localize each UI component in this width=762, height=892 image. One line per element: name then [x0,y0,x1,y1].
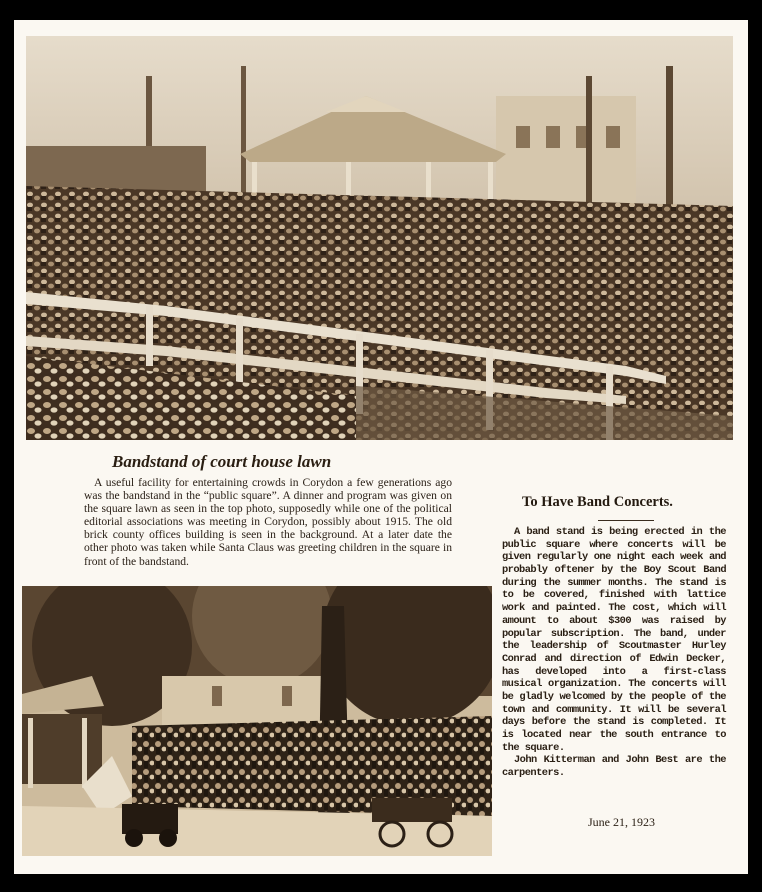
santa-claus-square-photo [22,586,492,856]
newspaper-page [14,20,748,874]
headline-rule [598,520,654,521]
caption-body: A useful facility for entertaining crowds in Corydon a few generations ago was the bandstand in the “public square”. A dinner and program was given on the square lawn as seen in the top photo, supposedly while one of the political editorial associations was meeting in Corydon, possibly about 1915. The old brick county offices building is seen in the background. At a later date the other photo was taken while Santa Claus was greeting children in the square in front of the bandstand. [84,476,452,568]
caption-title: Bandstand of court house lawn [112,452,332,471]
clipping-headline: To Have Band Concerts. [522,494,673,510]
bandstand-crowd-photo [26,36,733,440]
clipping-date: June 21, 1923 [588,815,655,829]
clipping-paragraph-2: John Kitterman and John Best are the carpenters. [502,754,726,780]
clipping-article [502,526,726,780]
clipping-paragraph-1: A band stand is being erected in the public square where concerts will be given regularly one night each week and probably oftener by the Boy Scout Band during the summer months. The stand is to be covered, finished with lattice work and painted. The cost, which will amount to about $300 was raised by popular subscription. The band, under the leadership of Scoutmaster Hurley Conrad and direction of Edwin Decker, has developed into a first-class musical organization. The concerts will be gladly welcomed by the people of the town and community. It will be several days before the stand is completed. It is located near the south entrance to the square. [502,526,726,754]
